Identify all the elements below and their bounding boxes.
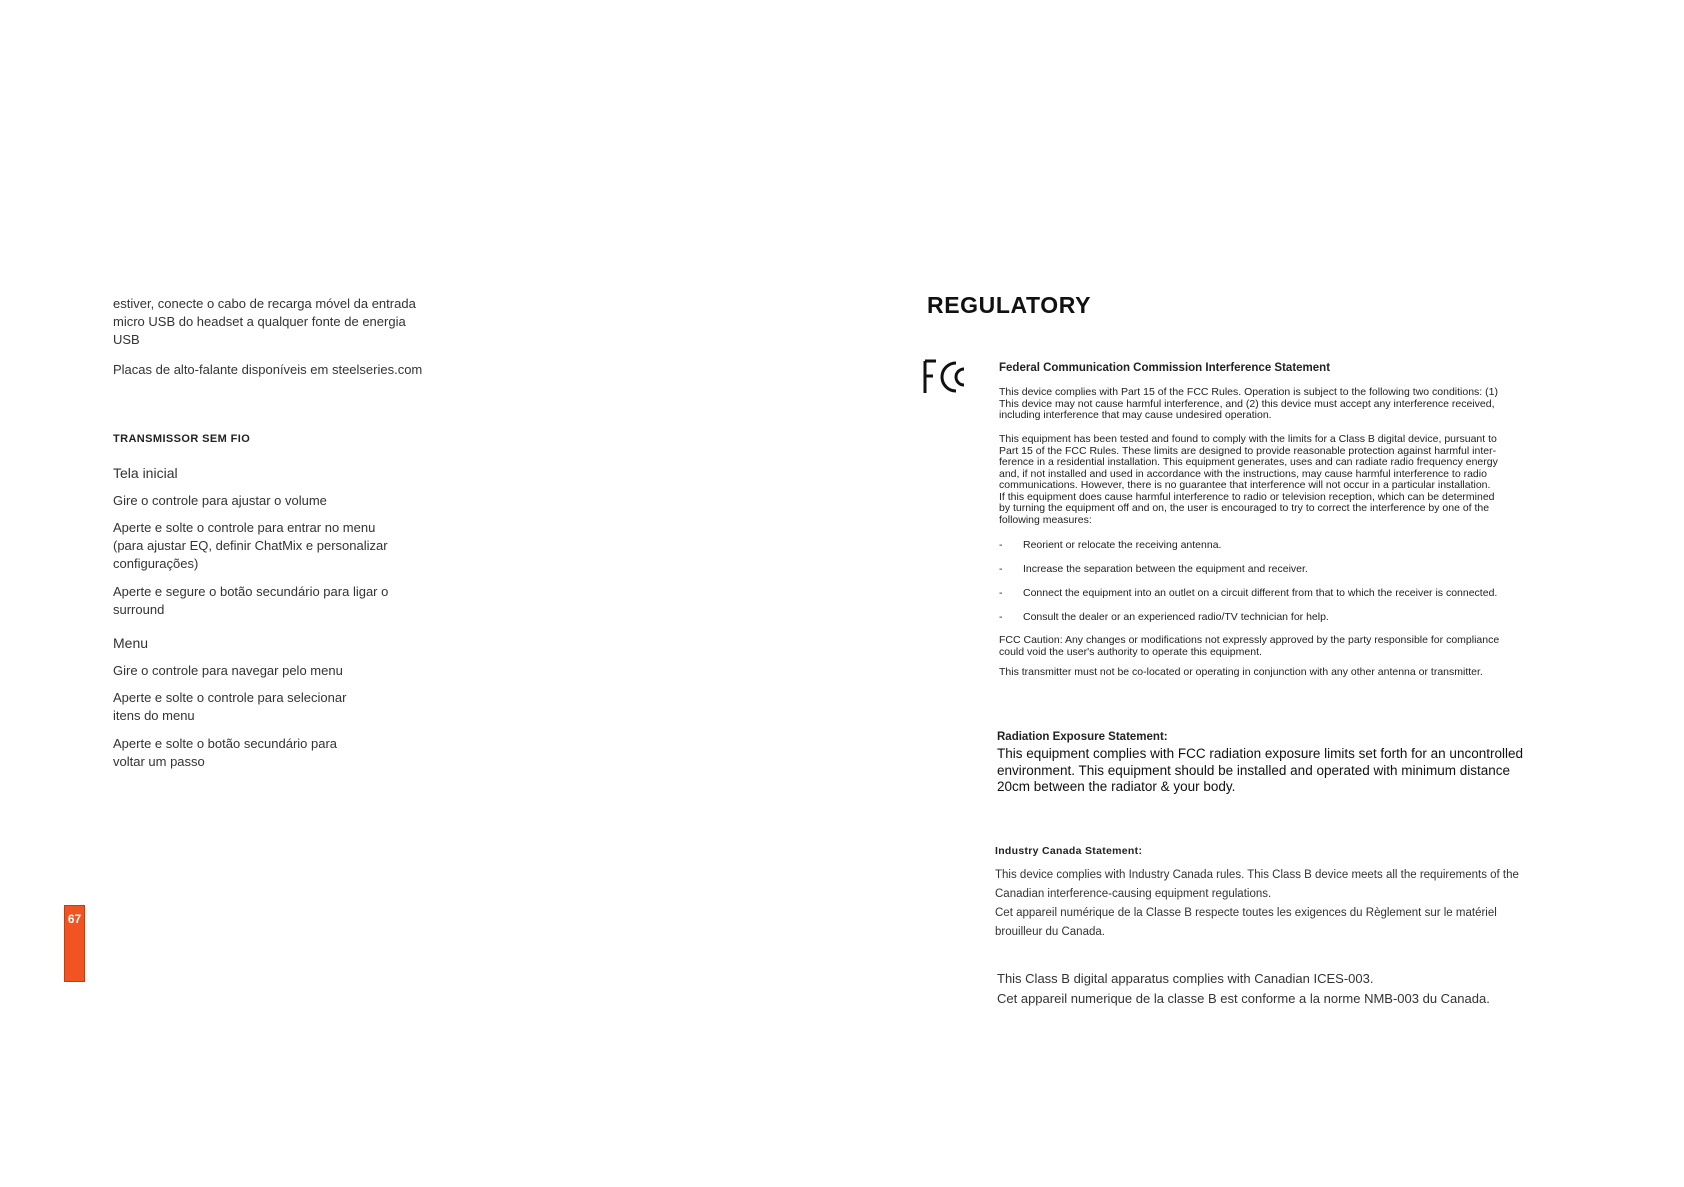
bullet-dash: - xyxy=(999,539,1003,551)
text-line: Gire o controle para navegar pelo menu xyxy=(113,663,343,678)
text-line: and, if not installed and used in accordance with the instructions, may cause harmful interference to radio xyxy=(999,467,1487,480)
fcc-caution xyxy=(999,635,1571,658)
list-item-text: Consult the dealer or an experienced radio/TV technician for help. xyxy=(1023,611,1329,623)
text-line: including interference that may cause undesired operation. xyxy=(999,409,1272,421)
text-line: Aperte e solte o botão secundário para xyxy=(113,736,338,751)
text-line: voltar um passo xyxy=(113,754,205,769)
menu-title: Menu xyxy=(113,635,149,651)
menu-item xyxy=(113,662,433,680)
text-line: surround xyxy=(113,602,165,617)
radiation-statement xyxy=(997,746,1569,796)
industry-canada-heading: Industry Canada Statement: xyxy=(995,845,1143,857)
page-number-tab xyxy=(64,905,85,982)
list-item-text: Increase the separation between the equipment and receiver. xyxy=(1023,563,1308,575)
text-line: configurações) xyxy=(113,556,199,571)
list-item-text: Connect the equipment into an outlet on a circuit different from that to which the receiver is connected. xyxy=(1023,587,1498,599)
text-line: following measures: xyxy=(999,513,1092,526)
transmitter-note: This transmitter must not be co-located or operating in conjunction with any other antenna or transmitter. xyxy=(999,666,1483,678)
text-line: Part 15 of the FCC Rules. These limits are designed to provide reasonable protection against harmful inter- xyxy=(999,444,1497,457)
page-number: 67 xyxy=(67,912,82,926)
fcc-heading: Federal Communication Commission Interference Statement xyxy=(999,362,1331,374)
text-line: If this equipment does cause harmful interference to radio or television reception, which can be determined xyxy=(999,490,1495,503)
menu-item xyxy=(113,735,433,771)
text-line: (para ajustar EQ, definir ChatMix e personalizar xyxy=(113,538,388,553)
text-line: Cet appareil numerique de la classe B est conforme a la norme NMB-003 du Canada. xyxy=(997,991,1490,1006)
text-line: estiver, conecte o cabo de recarga móvel da entrada xyxy=(113,296,416,311)
bullet-dash: - xyxy=(999,611,1003,623)
text-line: FCC Caution: Any changes or modifications not expressly approved by the party responsible for compliance xyxy=(999,634,1500,646)
text-line: by turning the equipment off and on, the user is encouraged to try to correct the interference by one of the xyxy=(999,502,1490,514)
text-line: USB xyxy=(113,332,140,347)
industry-canada-statement xyxy=(995,866,1567,942)
text-line: This Class B digital apparatus complies with Canadian ICES-003. xyxy=(997,971,1374,986)
text-line: This device may not cause harmful interference, and (2) this device must accept any interference received, xyxy=(999,397,1495,410)
text-line: This equipment has been tested and found to comply with the limits for a Class B digital device, pursuant to xyxy=(999,433,1497,445)
home-item xyxy=(113,492,433,510)
home-item xyxy=(113,519,433,573)
ices-statement xyxy=(997,969,1569,1009)
home-item xyxy=(113,583,433,619)
list-item-text: Reorient or relocate the receiving antenna. xyxy=(1023,539,1222,551)
text-line: could void the user's authority to operate this equipment. xyxy=(999,645,1262,658)
intro-paragraph xyxy=(113,295,433,349)
text-line: This device complies with Industry Canada rules. This Class B device meets all the requirements of the xyxy=(995,869,1519,881)
text-line: micro USB do headset a qualquer fonte de energia xyxy=(113,314,406,329)
text-line: This device complies with Part 15 of the FCC Rules. Operation is subject to the following two conditions: (1) xyxy=(999,386,1498,398)
text-line: 20cm between the radiator & your body. xyxy=(997,779,1236,794)
menu-item xyxy=(113,689,433,725)
fcc-paragraph xyxy=(999,387,1571,422)
bullet-dash: - xyxy=(999,587,1003,599)
section-heading: TRANSMISSOR SEM FIO xyxy=(113,433,251,445)
radiation-heading: Radiation Exposure Statement: xyxy=(997,731,1168,743)
text-line: Aperte e solte o controle para entrar no menu xyxy=(113,520,376,535)
bullet-dash: - xyxy=(999,563,1003,575)
fcc-logo-icon xyxy=(922,358,968,396)
text-line: Aperte e segure o botão secundário para ligar o xyxy=(113,584,389,599)
text-line: environment. This equipment should be installed and operated with minimum distance xyxy=(997,762,1511,778)
home-screen-title: Tela inicial xyxy=(113,465,178,481)
text-line: Cet appareil numérique de la Classe B respecte toutes les exigences du Règlement sur le matériel xyxy=(995,907,1497,919)
speaker-plates-note: Placas de alto-falante disponíveis em steelseries.com xyxy=(113,362,423,377)
page-title: REGULATORY xyxy=(927,292,1092,318)
text-line: Canadian interference-causing equipment regulations. xyxy=(995,888,1272,900)
text-line: This equipment complies with FCC radiation exposure limits set forth for an uncontrolled xyxy=(997,746,1523,761)
right-page xyxy=(842,0,1684,1187)
text-line: communications. However, there is no guarantee that interference will not occur in a particular installation. xyxy=(999,479,1491,491)
text-line: Gire o controle para ajustar o volume xyxy=(113,493,327,508)
fcc-paragraph xyxy=(999,434,1571,526)
text-line: ference in a residential installation. This equipment generates, uses and can radiate radio frequency energy xyxy=(999,456,1498,468)
text-line: Aperte e solte o controle para selecionar xyxy=(113,690,347,705)
text-line: itens do menu xyxy=(113,708,195,723)
text-line: brouilleur du Canada. xyxy=(995,926,1105,938)
